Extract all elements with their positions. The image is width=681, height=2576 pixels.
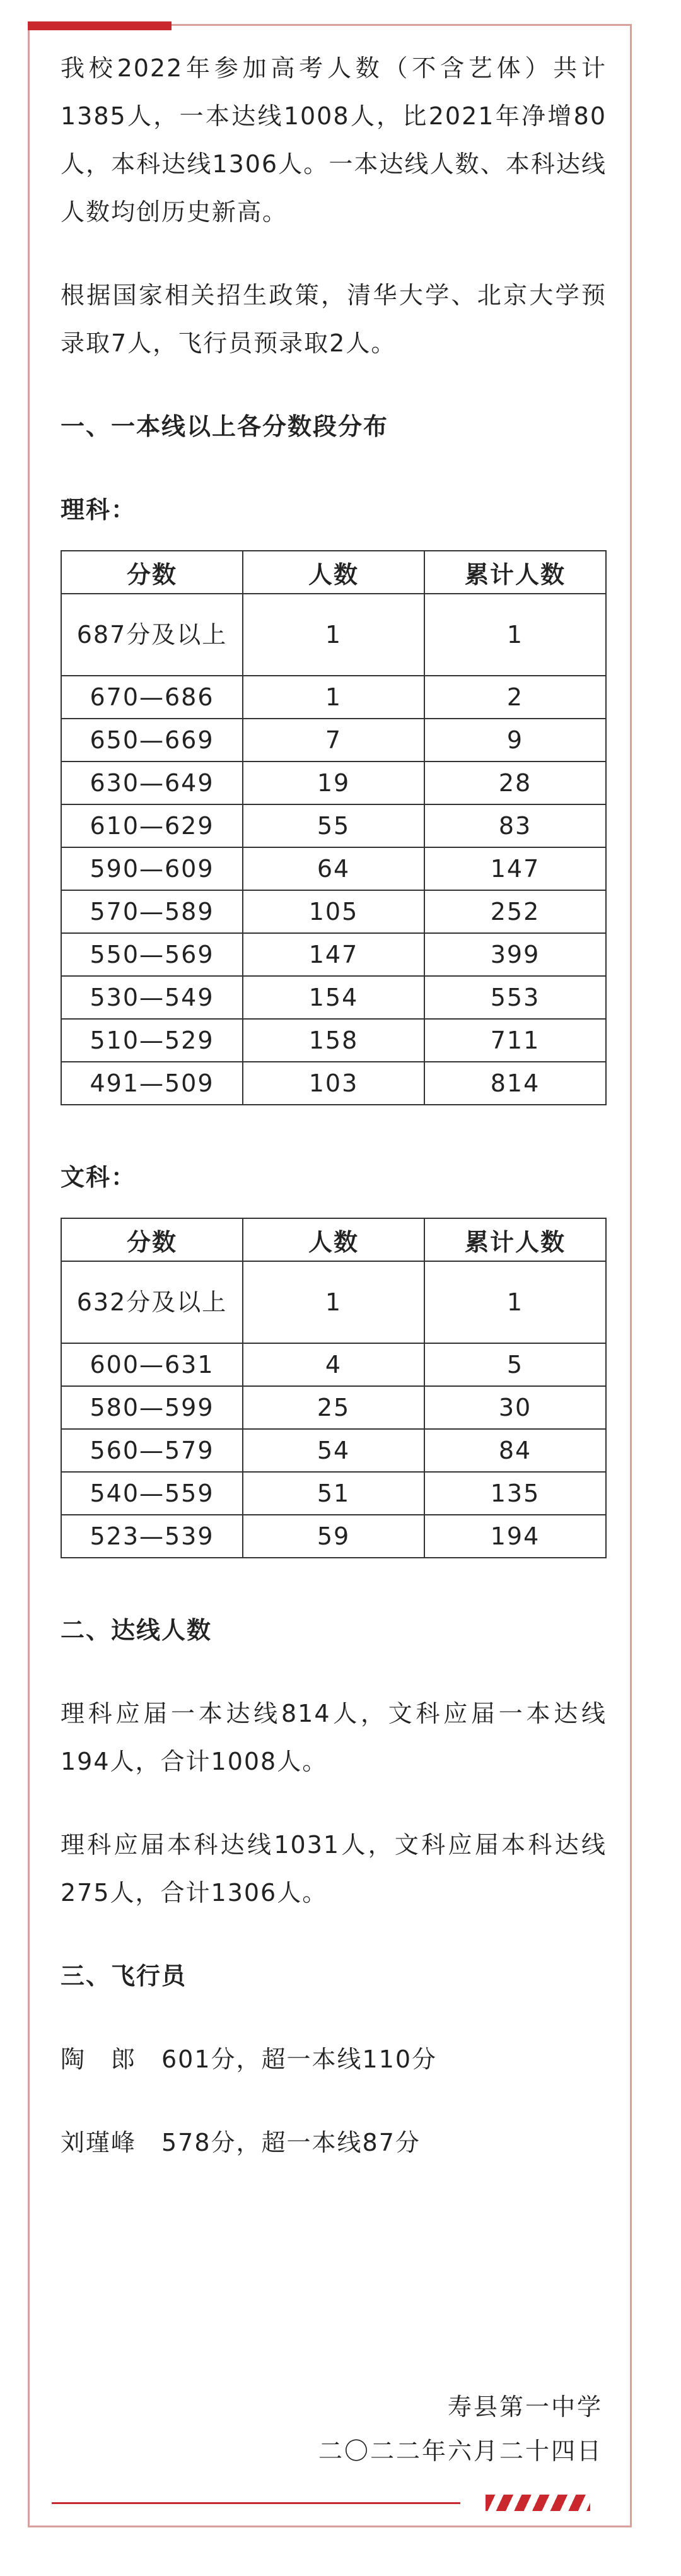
table-row [61,719,606,762]
bottom-stripe-decoration [486,2495,590,2511]
pilot-entry-2: 刘瑾峰 578分，超一本线87分 [61,2129,421,2156]
header-cumulative: 累计人数 [424,1218,606,1261]
table-row [61,890,606,933]
section3-heading: 三、飞行员 [61,1962,187,1990]
intro-paragraph-1: 我校2022年参加高考人数（不含艺体）共计1385人，一本达线1008人，比2021年净增80人，本科达线1306人。一本达线人数、本科达线人数均创历史新高。 [61,54,607,226]
cell-count: 1 [243,1261,424,1343]
cell-cumulative: 194 [424,1515,606,1558]
cell-count: 19 [243,762,424,804]
table-row [61,847,606,890]
header-score: 分数 [61,551,243,594]
section2-paragraph-2: 理科应届本科达线1031人，文科应届本科达线275人，合计1306人。 [61,1831,607,1907]
cell-cumulative: 1 [424,594,606,676]
header-count: 人数 [243,1218,424,1261]
cell-score: 530—549 [61,976,243,1019]
intro-paragraph-2: 根据国家相关招生政策，清华大学、北京大学预录取7人，飞行员预录取2人。 [61,281,607,357]
cell-score: 560—579 [61,1429,243,1472]
cell-count: 4 [243,1343,424,1386]
pilot-entry-1: 陶 郎 601分，超一本线110分 [61,2045,438,2073]
cell-score: 550—569 [61,933,243,976]
header-score: 分数 [61,1218,243,1261]
cell-cumulative: 28 [424,762,606,804]
cell-cumulative: 135 [424,1472,606,1515]
table-row [61,804,606,847]
table-row [61,1019,606,1062]
cell-score: 600—631 [61,1343,243,1386]
cell-cumulative: 252 [424,890,606,933]
cell-count: 51 [243,1472,424,1515]
section2-heading: 二、达线人数 [61,1616,212,1644]
cell-cumulative: 2 [424,676,606,719]
cell-score: 687分及以上 [61,594,243,676]
cell-count: 105 [243,890,424,933]
cell-score: 630—649 [61,762,243,804]
cell-score: 523—539 [61,1515,243,1558]
cell-count: 154 [243,976,424,1019]
table-header-row [61,1218,606,1261]
table-row [61,1343,606,1386]
cell-cumulative: 1 [424,1261,606,1343]
school-name: 寿县第一中学 [447,2393,603,2421]
table-row [61,1062,606,1105]
cell-count: 55 [243,804,424,847]
cell-count: 25 [243,1386,424,1429]
table-header-row [61,551,606,594]
header-cumulative: 累计人数 [424,551,606,594]
cell-count: 1 [243,676,424,719]
cell-score: 510—529 [61,1019,243,1062]
cell-count: 1 [243,594,424,676]
cell-count: 59 [243,1515,424,1558]
top-accent-bar [28,21,172,30]
cell-cumulative: 814 [424,1062,606,1105]
cell-score: 590—609 [61,847,243,890]
table-row [61,1515,606,1558]
table-row [61,594,606,676]
table-row [61,933,606,976]
cell-score: 491—509 [61,1062,243,1105]
cell-cumulative: 399 [424,933,606,976]
cell-score: 632分及以上 [61,1261,243,1343]
table-row [61,762,606,804]
cell-cumulative: 5 [424,1343,606,1386]
cell-score: 570—589 [61,890,243,933]
cell-score: 670—686 [61,676,243,719]
cell-score: 610—629 [61,804,243,847]
cell-count: 7 [243,719,424,762]
cell-cumulative: 83 [424,804,606,847]
issue-date: 二〇二二年六月二十四日 [318,2437,603,2465]
cell-cumulative: 147 [424,847,606,890]
table-row [61,976,606,1019]
header-count: 人数 [243,551,424,594]
table-row [61,1429,606,1472]
section2-paragraph-1: 理科应届一本达线814人，文科应届一本达线194人，合计1008人。 [61,1700,607,1775]
table-row [61,1261,606,1343]
table-row [61,676,606,719]
cell-score: 650—669 [61,719,243,762]
cell-count: 103 [243,1062,424,1105]
signature-block [318,2385,603,2473]
cell-cumulative: 711 [424,1019,606,1062]
cell-count: 54 [243,1429,424,1472]
bottom-divider-line [52,2502,460,2504]
cell-cumulative: 30 [424,1386,606,1429]
cell-count: 147 [243,933,424,976]
table-row [61,1386,606,1429]
cell-count: 158 [243,1019,424,1062]
science-label: 理科： [61,496,137,524]
cell-cumulative: 84 [424,1429,606,1472]
table-row [61,1472,606,1515]
cell-score: 540—559 [61,1472,243,1515]
cell-cumulative: 9 [424,719,606,762]
liberal-arts-score-table [61,1218,607,1558]
cell-count: 64 [243,847,424,890]
article-content [61,44,607,2167]
cell-score: 580—599 [61,1386,243,1429]
section1-heading: 一、一本线以上各分数段分布 [61,413,389,440]
liberal-arts-label: 文科： [61,1163,137,1191]
science-score-table [61,550,607,1105]
cell-cumulative: 553 [424,976,606,1019]
